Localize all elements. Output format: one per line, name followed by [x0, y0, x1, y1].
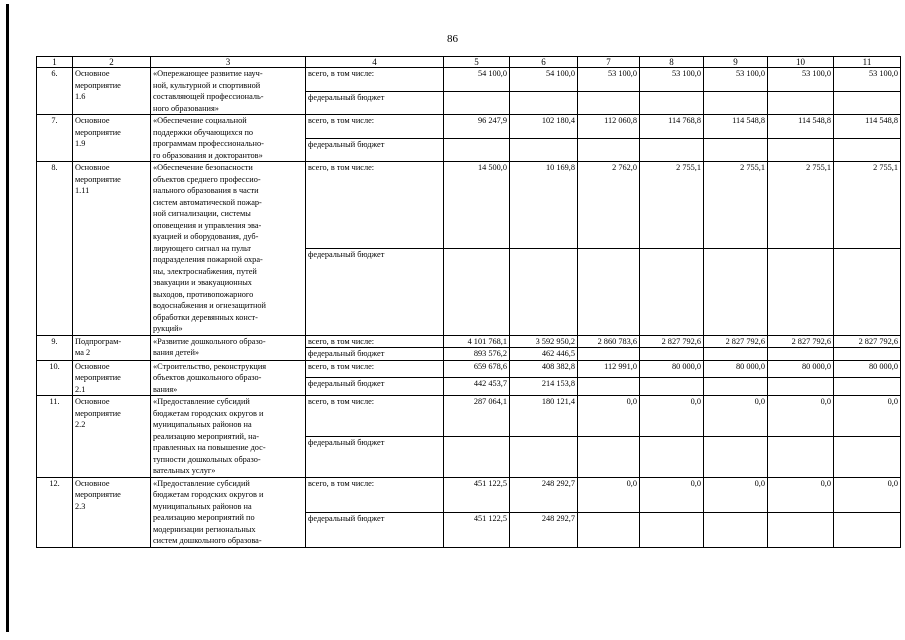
value-cell: 53 100,0 — [704, 68, 768, 92]
value-cell — [704, 436, 768, 477]
program-type-line: 2.2 — [75, 420, 86, 429]
funding-source-label: федеральный бюджет — [306, 436, 444, 477]
page-number: 86 — [447, 33, 458, 45]
value-cell: 451 122,5 — [444, 477, 510, 512]
value-cell: 80 000,0 — [768, 360, 834, 378]
value-cell: 54 100,0 — [510, 68, 578, 92]
value-cell — [444, 138, 510, 162]
program-title-line: «Предоставление субсидий — [153, 478, 250, 488]
value-cell: 2 860 783,6 — [578, 335, 640, 348]
value-cell — [704, 512, 768, 547]
value-cell — [834, 436, 901, 477]
program-type-line: мероприятие — [75, 373, 121, 382]
value-cell: 102 180,4 — [510, 115, 578, 139]
program-title-line: бюджетам городских округов и — [153, 490, 264, 499]
program-type-line: Основное — [75, 397, 110, 406]
value-cell: 114 768,8 — [640, 115, 704, 139]
program-type-line: Основное — [75, 478, 110, 488]
value-cell: 14 500,0 — [444, 162, 510, 249]
value-cell — [444, 91, 510, 115]
value-cell: 112 991,0 — [578, 360, 640, 378]
funding-source-label: всего, в том числе: — [306, 396, 444, 437]
value-cell: 0,0 — [834, 396, 901, 437]
program-type — [73, 360, 151, 396]
value-cell — [640, 512, 704, 547]
program-title-line: «Предоставление субсидий — [153, 397, 250, 406]
value-cell: 893 576,2 — [444, 348, 510, 361]
value-cell — [704, 248, 768, 335]
value-cell: 408 382,8 — [510, 360, 578, 378]
program-type-line: мероприятие — [75, 174, 121, 184]
program-title — [151, 360, 306, 396]
value-cell: 2 827 792,6 — [768, 335, 834, 348]
program-title-line: модернизации региональных — [153, 524, 256, 534]
value-cell — [510, 91, 578, 115]
value-cell: 451 122,5 — [444, 512, 510, 547]
value-cell: 2 827 792,6 — [640, 335, 704, 348]
program-title-line: ной, культурной и спортивной — [153, 80, 261, 90]
table-row — [37, 68, 901, 92]
row-number: 11. — [37, 396, 73, 478]
program-type-line: 1.11 — [75, 186, 90, 195]
row-number: 9. — [37, 335, 73, 360]
program-title-line: реализацию мероприятий, на- — [153, 431, 259, 441]
value-cell — [510, 248, 578, 335]
value-cell: 0,0 — [834, 477, 901, 512]
program-type-line: 2.3 — [75, 501, 86, 511]
funding-source-label: федеральный бюджет — [306, 348, 444, 361]
program-title — [151, 115, 306, 162]
program-type-line: Основное — [75, 116, 110, 125]
program-type-line: Основное — [75, 163, 110, 172]
program-type — [73, 68, 151, 115]
table-row — [37, 396, 901, 437]
column-header-6: 6 — [510, 57, 578, 68]
table-row — [37, 335, 901, 348]
value-cell — [768, 248, 834, 335]
value-cell — [704, 91, 768, 115]
program-type — [73, 115, 151, 162]
funding-source-label: всего, в том числе: — [306, 162, 444, 249]
program-type-line: Подпрограм- — [75, 336, 122, 346]
program-title-line: го образования и докторантов» — [153, 150, 263, 160]
value-cell: 0,0 — [578, 396, 640, 437]
program-title-line: объектов дошкольного образо- — [153, 373, 262, 382]
program-title-line: вания» — [153, 384, 178, 394]
value-cell: 10 169,8 — [510, 162, 578, 249]
row-number: 12. — [37, 477, 73, 547]
value-cell: 0,0 — [768, 396, 834, 437]
value-cell: 2 827 792,6 — [834, 335, 901, 348]
program-title-line: поддержки обучающихся по — [153, 127, 254, 137]
value-cell: 214 153,8 — [510, 378, 578, 396]
program-title-line: муниципальных районов на — [153, 501, 252, 511]
program-title-line: бюджетам городских округов и — [153, 408, 264, 418]
value-cell — [704, 138, 768, 162]
program-title-line: нального образования в части — [153, 186, 259, 195]
program-type-line: Основное — [75, 361, 110, 371]
value-cell — [578, 512, 640, 547]
value-cell — [640, 248, 704, 335]
value-cell — [510, 436, 578, 477]
value-cell: 2 755,1 — [640, 162, 704, 249]
value-cell — [704, 348, 768, 361]
program-title-line: куацией и оборудования, дуб- — [153, 232, 259, 241]
program-title-line: подразделения пожарной охра- — [153, 255, 263, 264]
value-cell: 114 548,8 — [834, 115, 901, 139]
program-title-line: вательных услуг» — [153, 466, 216, 475]
program-title-line: «Обеспечение безопасности — [153, 163, 253, 172]
binding-bar — [6, 4, 9, 632]
row-number: 7. — [37, 115, 73, 162]
value-cell: 53 100,0 — [640, 68, 704, 92]
program-type-line: мероприятие — [75, 127, 121, 137]
program-title — [151, 477, 306, 547]
value-cell: 248 292,7 — [510, 477, 578, 512]
funding-source-label: федеральный бюджет — [306, 512, 444, 547]
value-cell: 180 121,4 — [510, 396, 578, 437]
program-type-line: 1.9 — [75, 139, 86, 148]
value-cell: 53 100,0 — [768, 68, 834, 92]
value-cell — [578, 436, 640, 477]
program-title — [151, 162, 306, 336]
program-title-line: ной сигнализации, системы — [153, 209, 251, 218]
table-row — [37, 162, 901, 249]
value-cell: 2 755,1 — [834, 162, 901, 249]
value-cell: 659 678,6 — [444, 360, 510, 378]
value-cell — [578, 138, 640, 162]
value-cell: 3 592 950,2 — [510, 335, 578, 348]
funding-source-label: федеральный бюджет — [306, 248, 444, 335]
value-cell: 54 100,0 — [444, 68, 510, 92]
value-cell: 442 453,7 — [444, 378, 510, 396]
funding-source-label: всего, в том числе: — [306, 360, 444, 378]
program-title-line: муниципальных районов на — [153, 420, 252, 429]
value-cell: 4 101 768,1 — [444, 335, 510, 348]
program-title-line: реализацию мероприятий по — [153, 513, 255, 522]
value-cell: 2 827 792,6 — [704, 335, 768, 348]
value-cell: 112 060,8 — [578, 115, 640, 139]
value-cell: 114 548,8 — [768, 115, 834, 139]
value-cell: 2 755,1 — [704, 162, 768, 249]
column-header-8: 8 — [640, 57, 704, 68]
table-row — [37, 477, 901, 512]
program-title — [151, 396, 306, 478]
program-title-line: тупности дошкольных образо- — [153, 454, 261, 464]
value-cell: 80 000,0 — [640, 360, 704, 378]
funding-source-label: федеральный бюджет — [306, 378, 444, 396]
program-title-line: систем автоматической пожар- — [153, 197, 262, 207]
program-title-line: ны, электроснабжения, путей — [153, 266, 257, 276]
program-title-line: лирующего сигнал на пульт — [153, 243, 252, 253]
value-cell — [834, 512, 901, 547]
program-title-line: «Развитие дошкольного образо- — [153, 336, 266, 346]
value-cell: 2 762,0 — [578, 162, 640, 249]
value-cell — [768, 378, 834, 396]
column-header-2: 2 — [73, 57, 151, 68]
program-title-line: ного образования» — [153, 103, 219, 113]
funding-source-label: всего, в том числе: — [306, 115, 444, 139]
value-cell — [444, 436, 510, 477]
table-row — [37, 360, 901, 378]
value-cell: 0,0 — [704, 477, 768, 512]
column-header-9: 9 — [704, 57, 768, 68]
program-title-line: оповещения и управления эва- — [153, 220, 262, 230]
value-cell: 287 064,1 — [444, 396, 510, 437]
program-title-line: обработки деревянных конст- — [153, 312, 258, 322]
value-cell: 0,0 — [640, 477, 704, 512]
value-cell — [768, 436, 834, 477]
value-cell — [768, 512, 834, 547]
program-title-line: правленных на повышение дос- — [153, 443, 266, 452]
column-header-3: 3 — [151, 57, 306, 68]
program-type-line: мероприятие — [75, 408, 121, 418]
program-type-line: 1.6 — [75, 92, 86, 101]
program-title-line: систем дошкольного образова- — [153, 536, 262, 545]
program-title — [151, 335, 306, 360]
program-title — [151, 68, 306, 115]
column-header-5: 5 — [444, 57, 510, 68]
value-cell — [578, 248, 640, 335]
program-title-line: вания детей» — [153, 348, 200, 357]
value-cell: 80 000,0 — [704, 360, 768, 378]
value-cell — [578, 348, 640, 361]
value-cell — [640, 378, 704, 396]
row-number: 6. — [37, 68, 73, 115]
column-header-4: 4 — [306, 57, 444, 68]
program-title-line: рукций» — [153, 324, 183, 333]
value-cell: 0,0 — [704, 396, 768, 437]
value-cell — [834, 91, 901, 115]
program-title-line: «Обеспечение социальной — [153, 116, 247, 125]
column-header-10: 10 — [768, 57, 834, 68]
program-title-line: водоснабжения и огнезащитной — [153, 301, 266, 310]
value-cell: 2 755,1 — [768, 162, 834, 249]
funding-source-label: всего, в том числе: — [306, 68, 444, 92]
budget-table — [36, 56, 901, 548]
value-cell: 0,0 — [578, 477, 640, 512]
program-type-line: Основное — [75, 69, 110, 78]
value-cell — [768, 91, 834, 115]
program-title-line: «Строительство, реконструкция — [153, 361, 267, 371]
program-title-line: объектов среднего профессио- — [153, 174, 261, 184]
value-cell — [578, 91, 640, 115]
value-cell — [640, 348, 704, 361]
funding-source-label: всего, в том числе: — [306, 477, 444, 512]
value-cell: 53 100,0 — [834, 68, 901, 92]
value-cell: 80 000,0 — [834, 360, 901, 378]
program-type-line: мероприятие — [75, 490, 121, 499]
value-cell — [834, 138, 901, 162]
value-cell: 0,0 — [640, 396, 704, 437]
value-cell: 462 446,5 — [510, 348, 578, 361]
table-row — [37, 115, 901, 139]
value-cell — [834, 248, 901, 335]
value-cell — [510, 138, 578, 162]
value-cell: 53 100,0 — [578, 68, 640, 92]
value-cell — [834, 348, 901, 361]
program-title-line: составляющей профессиональ- — [153, 92, 264, 101]
value-cell — [834, 378, 901, 396]
value-cell: 248 292,7 — [510, 512, 578, 547]
value-cell — [768, 348, 834, 361]
row-number: 10. — [37, 360, 73, 396]
program-type — [73, 335, 151, 360]
program-title-line: выходов, противопожарного — [153, 289, 254, 299]
program-type — [73, 396, 151, 478]
column-header-11: 11 — [834, 57, 901, 68]
program-title-line: «Опережающее развитие науч- — [153, 69, 263, 78]
header-row — [37, 57, 901, 68]
program-type-line: 2.1 — [75, 384, 86, 394]
value-cell: 114 548,8 — [704, 115, 768, 139]
column-header-7: 7 — [578, 57, 640, 68]
row-number: 8. — [37, 162, 73, 336]
value-cell — [704, 378, 768, 396]
value-cell: 96 247,9 — [444, 115, 510, 139]
value-cell — [578, 378, 640, 396]
value-cell: 0,0 — [768, 477, 834, 512]
funding-source-label: федеральный бюджет — [306, 91, 444, 115]
program-title-line: эвакуации и эвакуационных — [153, 278, 252, 287]
program-type — [73, 477, 151, 547]
program-type-line: мероприятие — [75, 80, 121, 90]
funding-source-label: федеральный бюджет — [306, 138, 444, 162]
funding-source-label: всего, в том числе: — [306, 335, 444, 348]
value-cell — [640, 91, 704, 115]
value-cell — [768, 138, 834, 162]
program-title-line: программам профессионально- — [153, 139, 264, 148]
value-cell — [640, 138, 704, 162]
value-cell — [444, 248, 510, 335]
column-header-1: 1 — [37, 57, 73, 68]
value-cell — [640, 436, 704, 477]
program-type-line: ма 2 — [75, 348, 91, 357]
program-type — [73, 162, 151, 336]
